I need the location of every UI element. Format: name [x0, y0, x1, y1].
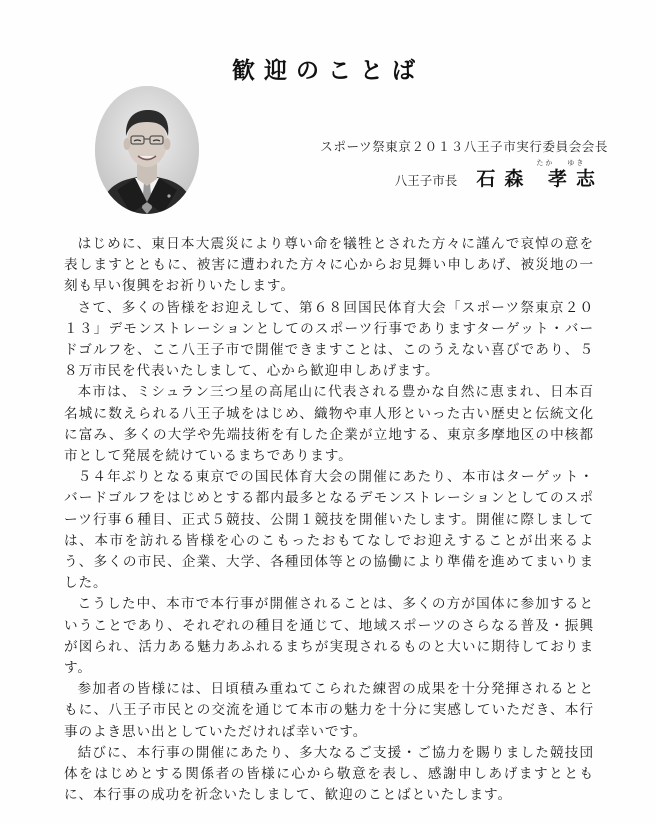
affiliation-line: スポーツ祭東京２０１３八王子市実行委員会会長 [320, 139, 608, 154]
ruby-family: たか [536, 159, 555, 167]
page-title: 歓迎のことば [232, 58, 424, 84]
signature-name-text: 石森 孝志 [476, 168, 604, 190]
signature-role: 八王子市長 [394, 173, 458, 188]
paragraph: こうした中、本市で本行事が開催されることは、多くの方が国体に参加するということであり、それぞれの種目を通じて、地域スポーツのさらなる普及・振興が図られ、活力ある魅力あふれるまちが実現されるものと大いに期待しております。 [64, 596, 594, 677]
paragraph: ５４年ぶりとなる東京での国民体育大会の開催にあたり、本市はターゲット・バードゴルフをはじめとする都内最多となるデモンストレーションとしてのスポーツ行事６種目、正式５競技、公開１競技を開催いたします。開催に際しましては、本市を訪れる皆様を心のこもったおもてなしでお迎えすることが出来るよう、多くの市民、企業、大学、各種団体等との協働により準備を進めてまいりました。 [64, 469, 594, 592]
body-text [64, 234, 594, 806]
paragraph: 本市は、ミシュラン三つ星の高尾山に代表される豊かな自然に恵まれ、日本百名城に数えられる八王子城をはじめ、織物や車人形といった古い歴史と伝統文化に富み、多くの大学や先端技術を有した企業が立地する、東京多摩地区の中核都市として発展を続けているまちであります。 [64, 384, 594, 465]
paragraph: はじめに、東日本大震災により尊い命を犠牲とされた方々に謹んで哀悼の意を表しますとともに、被害に遭われた方々に心からお見舞い申しあげ、被災地の一刻も早い復興をお祈りいたします。 [64, 236, 594, 295]
ruby-given: ゆき [567, 159, 586, 167]
signature-block [394, 159, 604, 191]
signature-name [476, 159, 604, 190]
paragraph: さて、多くの皆様をお迎えして、第６８回国民体育大会「スポーツ祭東京２０１３」デモンストレーションとしてのスポーツ行事でありますターゲット・バードゴルフを、ここ八王子市で開催できますことは、このうえない喜びであり、５８万市民を代表いたしまして、心から歓迎申しあげます。 [64, 299, 594, 380]
person-portrait-icon [95, 86, 199, 214]
paragraph: 参加者の皆様には、日頃積み重ねてこられた練習の成果を十分発揮されるとともに、八王子市民との交流を通じて本市の魅力を十分に実感していただき、本行事のよき思い出としていただければ幸いです。 [64, 681, 594, 740]
portrait-photo [95, 86, 199, 214]
paragraph: 結びに、本行事の開催にあたり、多大なるご支援・ご協力を賜りました競技団体をはじめとする関係者の皆様に心から敬意を表し、感謝申しあげますとともに、本行事の成功を祈念いたしまして、歓迎のことばといたします。 [64, 744, 594, 804]
